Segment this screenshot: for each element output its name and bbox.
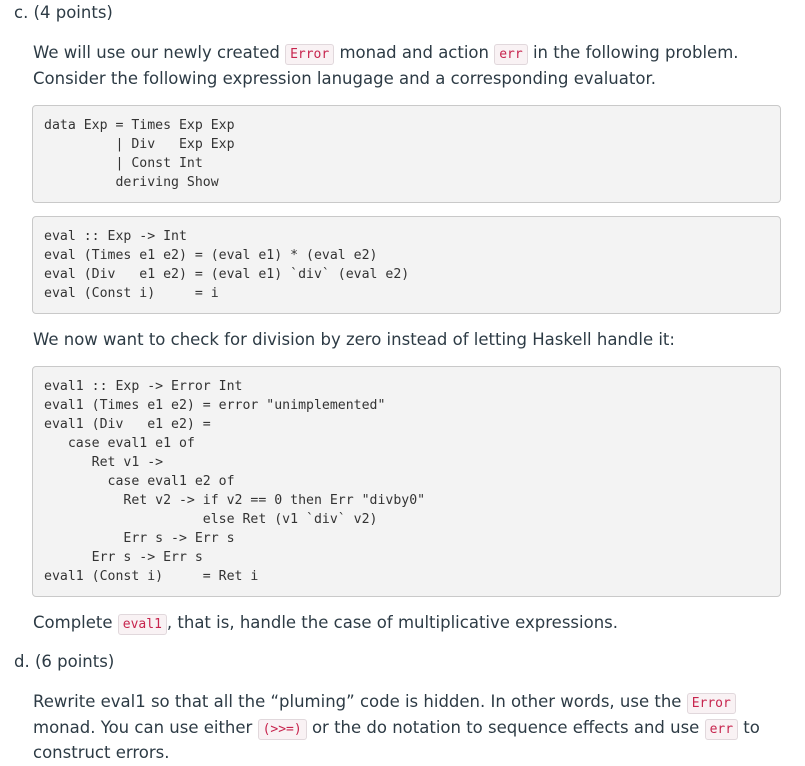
code-block-eval1: eval1 :: Exp -> Error Int eval1 (Times e1 e2) = error "unimplemented" eval1 (Div e1 e2) = case eval1 e1 of Ret v1 -> case eval1 e2 of Ret v2 -> if v2 == 0 then Err "divby0" else Ret (v1 `div` v2) Err s -> Err s Err s -> Err s eval1 (Const i) = Ret i [32,366,781,597]
part-d-instruction [33,689,783,766]
inline-code-error: Error [285,44,334,65]
rewrite-text-1: Rewrite eval1 so that all the “pluming” code is hidden. In other words, use the [33,692,687,711]
complete-text-2: , that is, handle the case of multiplicative expressions. [166,613,618,632]
intro-text-1: We will use our newly created [33,43,286,62]
intro-text-3: in the following problem. Consider the following expression lanugage and a corresponding evaluator. [33,43,739,88]
division-text: We now want to check for division by zero instead of letting Haskell handle it: [33,330,675,349]
rewrite-text-3: or the do notation to sequence effects and use [306,717,705,737]
rewrite-text-4: to construct errors. [33,717,760,762]
complete-instruction [33,610,783,636]
inline-code-err: err [494,44,527,65]
code-block-eval: eval :: Exp -> Int eval (Times e1 e2) = (eval e1) * (eval e2) eval (Div e1 e2) = (eval e1) `div` (eval e2) eval (Const i) = i [32,216,781,314]
intro-text-2: monad and action [334,43,495,62]
inline-code-bind: (>>=) [258,719,307,740]
rewrite-text-2: monad. You can use either [33,717,258,737]
code-block-data-exp: data Exp = Times Exp Exp | Div Exp Exp | Const Int deriving Show [32,105,781,203]
inline-code-err-2: err [705,719,738,740]
complete-text-1: Complete [33,613,118,632]
part-d-heading: d. (6 points) [14,652,115,671]
part-c-heading: c. (4 points) [14,3,113,22]
part-c-intro [33,40,783,91]
inline-code-eval1: eval1 [118,614,167,635]
inline-code-error-2: Error [687,693,736,714]
